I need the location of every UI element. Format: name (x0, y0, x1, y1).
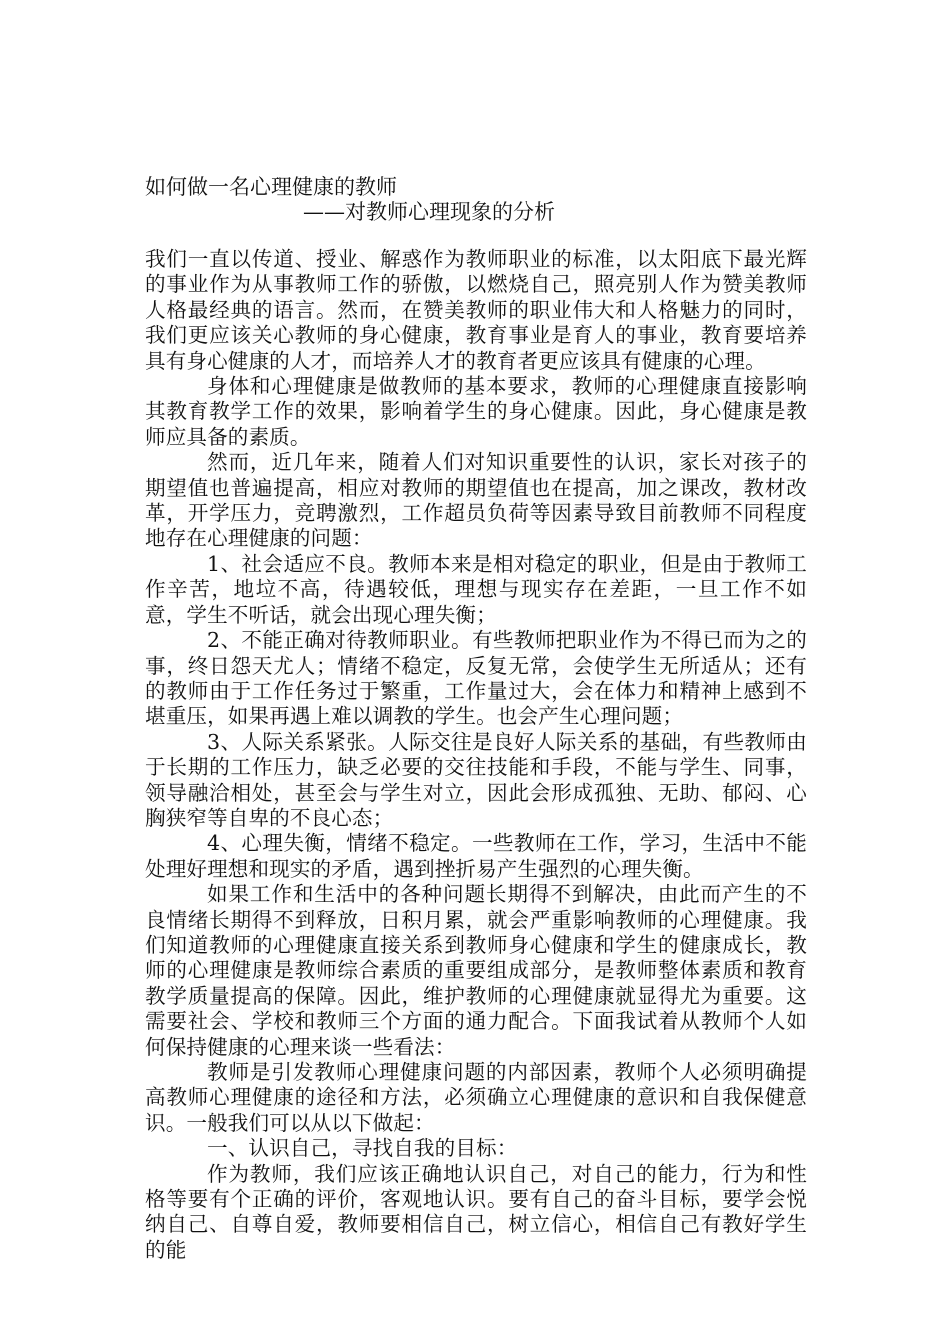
paragraph: 如果工作和生活中的各种问题长期得不到解决，由此而产生的不良情绪长期得不到释放，日积月累，就会严重影响教师的心理健康。我们知道教师的心理健康直接关系到教师身心健康和学生的健康成长，教师的心理健康是教师综合素质的重要组成部分，是教师整体素质和教育教学质量提高的保障。因此，维护教师的心理健康就显得尤为重要。这需要社会、学校和教师三个方面的通力配合。下面我试着从教师个人如何保持健康的心理来谈一些看法： (145, 882, 807, 1059)
paragraph: 2、不能正确对待教师职业。有些教师把职业作为不得已而为之的事，终日怨天尤人；情绪不稳定，反复无常，会使学生无所适从；还有的教师由于工作任务过于繁重，工作量过大，会在体力和精神上感到不堪重压，如果再遇上难以调教的学生。也会产生心理问题； (145, 628, 807, 729)
paragraph: 1、社会适应不良。教师本来是相对稳定的职业，但是由于教师工作辛苦，地垃不高，待遇较低，理想与现实存在差距，一旦工作不如意，学生不听话，就会出现心理失衡； (145, 551, 807, 627)
document-subtitle: ——对教师心理现象的分析 (303, 200, 555, 224)
paragraph: 我们一直以传道、授业、解惑作为教师职业的标准，以太阳底下最光辉的事业作为从事教师工作的骄傲，以燃烧自己，照亮别人作为赞美教师人格最经典的语言。然而，在赞美教师的职业伟大和人格魅力的同时，我们更应该关心教师的身心健康，教育事业是育人的事业，教育要培养具有身心健康的人才，而培养人才的教育者更应该具有健康的心理。 (145, 247, 807, 373)
paragraph: 身体和心理健康是做教师的基本要求，教师的心理健康直接影响其教育教学工作的效果，影响着学生的身心健康。因此，身心健康是教师应具备的素质。 (145, 374, 807, 449)
paragraph: 然而，近几年来，随着人们对知识重要性的认识，家长对孩子的期望值也普遍提高，相应对教师的期望值也在提高，加之课改，教材改革，开学压力，竞聘激烈，工作超员负荷等因素导致目前教师不同程度地存在心理健康的问题： (145, 450, 807, 551)
document-body (145, 247, 807, 1263)
paragraph: 4、心理失衡，情绪不稳定。一些教师在工作，学习，生活中不能处理好理想和现实的矛盾，遇到挫折易产生强烈的心理失衡。 (145, 831, 807, 881)
section-heading: 一、认识自己，寻找自我的目标： (207, 1136, 518, 1161)
document-title: 如何做一名心理健康的教师 (145, 175, 397, 199)
paragraph: 作为教师，我们应该正确地认识自己，对自己的能力，行为和性格等要有个正确的评价，客观地认识。要有自己的奋斗目标，要学会悦纳自己、自尊自爱，教师要相信自己，树立信心，相信自己有教好学生的能 (145, 1161, 807, 1262)
paragraph: 3、人际关系紧张。人际交往是良好人际关系的基础，有些教师由于长期的工作压力，缺乏必要的交往技能和手段，不能与学生、同事，领导融洽相处，甚至会与学生对立，因此会形成孤独、无助、郁闷、心胸狭窄等自卑的不良心态； (145, 729, 807, 830)
paragraph: 教师是引发教师心理健康问题的内部因素，教师个人必须明确提高教师心理健康的途径和方法，必须确立心理健康的意识和自我保健意识。一般我们可以从以下做起： (145, 1060, 807, 1135)
